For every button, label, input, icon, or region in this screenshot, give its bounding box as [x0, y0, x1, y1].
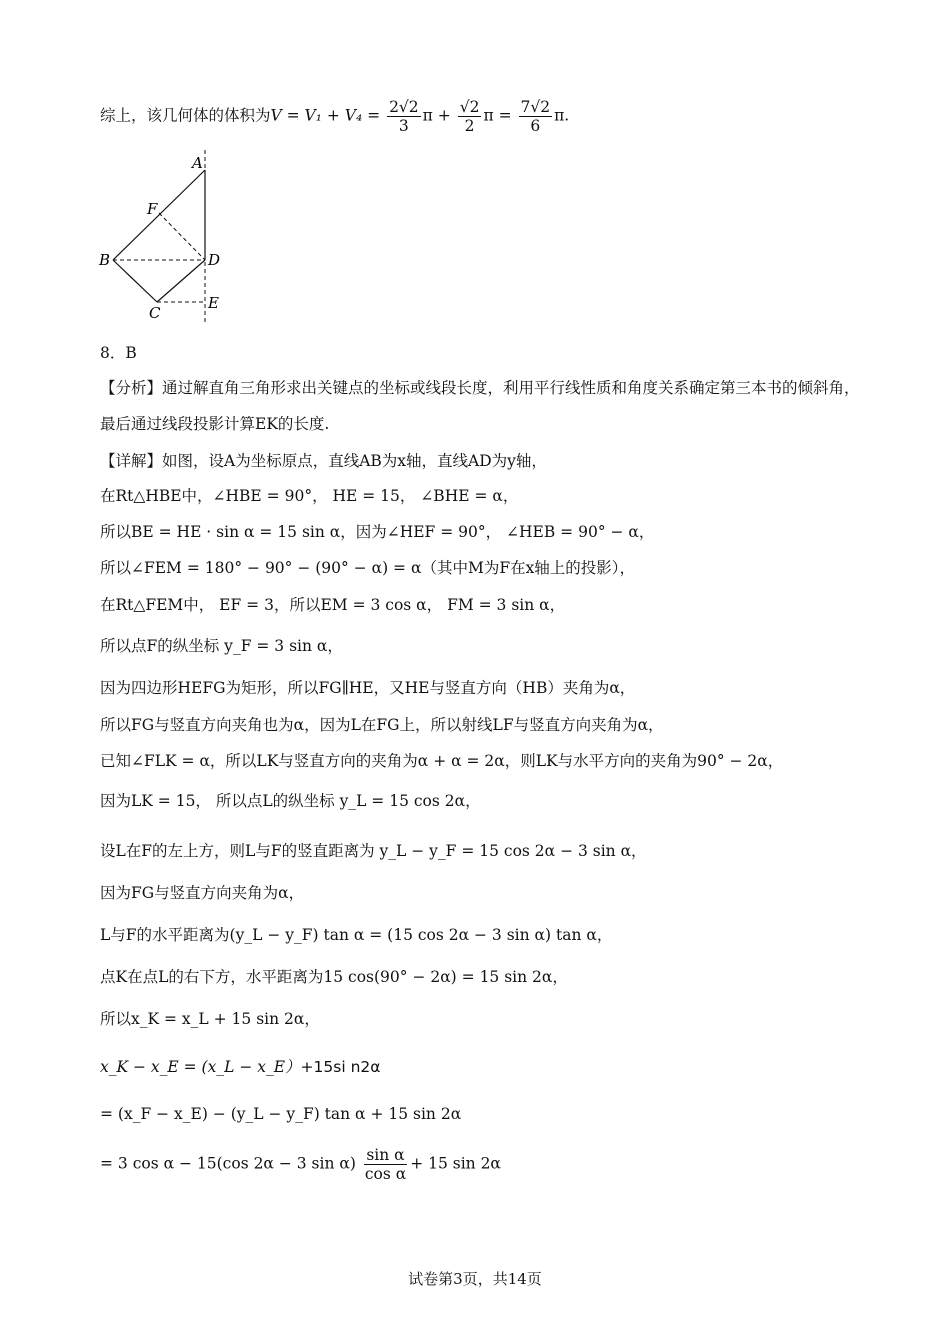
label-b: B [99, 251, 111, 269]
equation-3-denominator: cos α [364, 1165, 407, 1183]
equation-3-fraction [363, 1146, 408, 1183]
fraction-1 [387, 98, 421, 135]
fraction-2 [458, 98, 482, 135]
solution-line: 所以∠FEM = 180° − 90° − (90° − α) = α（其中M为F在x轴上的投影）， [100, 559, 636, 577]
solution-line: L与F的水平距离为(y_L − y_F) tan α = (15 cos 2α − 3 sin α) tan α， [100, 926, 613, 944]
fraction-2-denominator: 2 [464, 117, 475, 135]
detail-intro: 【详解】如图，设A为坐标原点，直线AB为x轴，直线AD为y轴， [100, 452, 547, 470]
summary-formula-lhs: V = V₁ + V₄ = [270, 106, 381, 125]
label-a: A [192, 154, 203, 172]
label-d: D [208, 251, 221, 269]
analysis-paragraph: 【分析】通过解直角三角形求出关键点的坐标或线段长度，利用平行线性质和角度关系确定第三本书的倾斜角，最后通过线段投影计算EK的长度. [100, 379, 860, 433]
equation-3-suffix: + 15 sin 2α [410, 1154, 501, 1173]
fraction-3 [519, 98, 553, 135]
fraction-3-denominator: 6 [530, 117, 541, 135]
segment-cd [157, 260, 205, 302]
page-footer: 试卷第3页，共14页 [408, 1270, 542, 1288]
volume-summary [100, 98, 569, 135]
fraction-3-numerator: 7√2 [520, 98, 551, 116]
solution-line: 因为四边形HEFG为矩形，所以FG∥HE，又HE与竖直方向（HB）夹角为α， [100, 679, 636, 697]
summary-plus: π + [422, 106, 451, 125]
label-f: F [147, 200, 158, 218]
fraction-1-numerator: 2√2 [389, 98, 419, 116]
solution-line: 因为LK = 15， 所以点L的纵坐标 y_L = 15 cos 2α， [100, 792, 481, 810]
solution-line: 已知∠FLK = α，所以LK与竖直方向的夹角为α + α = 2α，则LK与水平方向的夹角为90° − 2α， [100, 752, 784, 770]
label-c: C [149, 304, 161, 322]
solution-line: 设L在F的左上方，则L与F的竖直距离为 y_L − y_F = 15 cos 2α − 3 sin α， [100, 842, 647, 860]
equation-3-prefix: = 3 cos α − 15(cos 2α − 3 sin α) [100, 1154, 356, 1173]
equation-1 [100, 1056, 380, 1078]
solution-line: 在Rt△HBE中，∠HBE = 90°， HE = 15， ∠BHE = α， [100, 487, 519, 505]
label-e: E [208, 294, 219, 312]
equation-3 [100, 1146, 501, 1186]
summary-tail: π. [554, 106, 570, 125]
solution-line: 因为FG与竖直方向夹角为α， [100, 884, 305, 902]
fraction-2-numerator: √2 [459, 98, 480, 116]
equation-1-lhs: x_K − x_E = (x_L − x_E） [100, 1058, 301, 1076]
solution-line: 在Rt△FEM中， EF = 3，所以EM = 3 cos α， FM = 3 sin α， [100, 596, 566, 614]
question-8-title: 8．B [100, 344, 137, 362]
solution-line: 所以点F的纵坐标 y_F = 3 sin α， [100, 637, 343, 655]
solution-line: 所以x_K = x_L + 15 sin 2α， [100, 1010, 320, 1028]
solution-line: 所以BE = HE · sin α = 15 sin α，因为∠HEF = 90°， ∠HEB = 90° − α， [100, 523, 655, 541]
equation-2: = (x_F − x_E) − (y_L − y_F) tan α + 15 sin 2α [100, 1105, 462, 1123]
geometry-figure [95, 150, 235, 330]
solution-line: 所以FG与竖直方向夹角也为α，因为L在FG上，所以射线LF与竖直方向夹角为α， [100, 716, 664, 734]
fraction-1-denominator: 3 [398, 117, 409, 135]
solution-line: 点K在点L的右下方，水平距离为15 cos(90° − 2α) = 15 sin 2α， [100, 968, 568, 986]
summary-prefix: 综上，该几何体的体积为 [100, 106, 271, 125]
summary-equals: π = [483, 106, 512, 125]
segment-ab [113, 170, 205, 260]
segment-fd-dashed [159, 213, 205, 260]
segment-bc [113, 260, 157, 302]
equation-1-rhs: +15si n2α [300, 1058, 381, 1076]
equation-3-numerator: sin α [366, 1146, 405, 1164]
